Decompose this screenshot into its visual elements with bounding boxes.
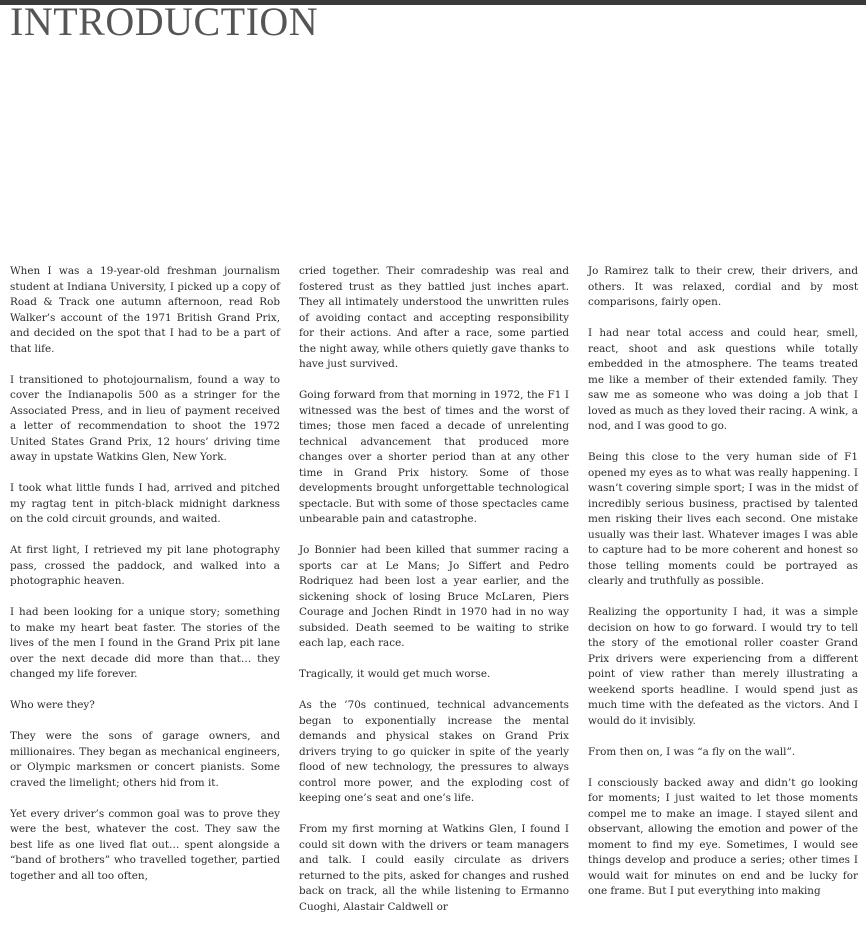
paragraph: I had been looking for a unique story; something to make my heart beat faster. The stories of the lives of the men I found in the Grand Prix pit lane over the next decade did more than that… they changed my life forever. [10,606,280,680]
paragraph: Who were they? [10,699,95,711]
paragraph: I took what little funds I had, arrived and pitched my ragtag tent in pitch-black midnight darkness on the cold circuit grounds, and waited. [10,482,280,525]
paragraph: As the ’70s continued, technical advancements began to exponentially increase the mental demands and physical stakes on Grand Prix drivers trying to go quicker in spite of the yearly flood of new technology, the pressures to always control more power, and the exploding cost of keeping one’s seat and one’s life. [299,699,569,804]
paragraph: cried together. Their comradeship was real and fostered trust as they battled just inches apart. They all intimately understood the unwritten rules of avoiding contact and accepting responsibility for their actions. And after a race, some partied the night away, while others quietly gave thanks to have just survived. [299,265,569,370]
paragraph: Realizing the opportunity I had, it was a simple decision on how to go forward. I would try to tell the story of the emotional roller coaster Grand Prix drivers were experiencing from a different point of view rather than merely illustrating a weekend sports headline. I would spend just as much time with the defeated as the victors. And I would do it invisibly. [588,606,858,727]
paragraph: Jo Ramirez talk to their crew, their drivers, and others. It was relaxed, cordial and by most comparisons, fairly open. [588,265,858,308]
paragraph: Yet every driver’s common goal was to prove they were the best, whatever the cost. They saw the best life as one lived flat out… spent alongside a “band of brothers” who travelled together, partied together and all too often, [10,807,280,882]
text-column-1 [10,264,280,900]
paragraph: I had near total access and could hear, smell, react, shoot and ask questions while totally embedded in the atmosphere. The teams treated me like a member of their extended family. They saw me as someone who was doing a job that I loved as much as they loved their racing. A wink, a nod, and I was good to go. [588,327,858,432]
page-title: INTRODUCTION [10,0,319,44]
paragraph: Tragically, it would get much worse. [299,668,491,680]
text-column-3 [588,264,858,915]
paragraph: I consciously backed away and didn’t go looking for moments; I just waited to let those moments compel me to make an image. I stayed silent and observant, allowing the emotion and power of the moment to find my eye. Sometimes, I would see things develop and produce a series; other times I would wait for minutes on end and be lucky for one frame. But I put everything into making [588,776,858,897]
paragraph: Being this close to the very human side of F1 opened my eyes as to what was really happening. I wasn’t covering simple sport; I was in the midst of incredibly serious business, practised by talented men risking their lives each second. One mistake usually was their last. Whatever images I was able to capture had to be more coherent and honest so those telling moments could be portrayed as clearly and truthfully as possible. [588,451,858,587]
paragraph: They were the sons of garage owners, and millionaires. They began as mechanical engineers, or Olympic marksmen or concert pianists. Some craved the limelight; others hid from it. [10,730,280,789]
paragraph: Jo Bonnier had been killed that summer racing a sports car at Le Mans; Jo Siffert and Pedro Rodriquez had been lost a year earlier, and the sickening shock of losing Bruce McLaren, Piers Courage and Jochen Rindt in 1970 had in no way subsided. Death seemed to be waiting to strike each lap, each race. [299,544,569,649]
paragraph: From my first morning at Watkins Glen, I found I could sit down with the drivers or team managers and talk. I could easily circulate as drivers returned to the pits, asked for changes and rushed back on track, all the while listening to Ermanno Cuoghi, Alastair Caldwell or [299,823,569,913]
text-column-2 [299,264,569,931]
paragraph: Going forward from that morning in 1972, the F1 I witnessed was the best of times and the worst of times; those men faced a decade of unrelenting technical advancement that produced more changes over a shorter period than at any other time in Grand Prix history. Some of those developments brought unforgettable technological spectacle. But with some of those spectacles came unbearable pain and catastrophe. [299,389,569,525]
paragraph: I transitioned to photojournalism, found a way to cover the Indianapolis 500 as a stringer for the Associated Press, and in lieu of payment received a letter of recommendation to shoot the 1972 United States Grand Prix, 12 hours’ driving time away in upstate Watkins Glen, New York. [10,373,280,463]
paragraph: From then on, I was “a fly on the wall”. [588,745,796,758]
paragraph: At first light, I retrieved my pit lane photography pass, crossed the paddock, and walked into a photographic heaven. [10,544,280,587]
paragraph: When I was a 19-year-old freshman journalism student at Indiana University, I picked up a copy of Road & Track one autumn afternoon, read Rob Walker’s account of the 1971 British Grand Prix, and decided on the spot that I had to be a part of that life. [10,265,280,355]
